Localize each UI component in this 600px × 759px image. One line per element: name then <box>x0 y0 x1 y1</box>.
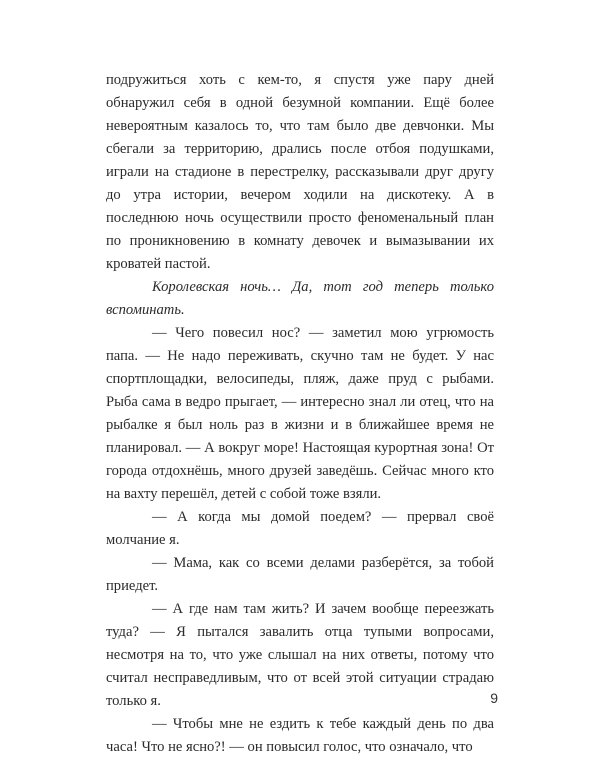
paragraph: — Мама, как со всеми делами разберётся, за тобой приедет. <box>106 555 494 594</box>
page-number: 9 <box>490 690 498 706</box>
paragraph: — А где нам там жить? И зачем вообще переезжать туда? — Я пытался завалить отца тупыми вопросами, несмотря на то, что уже слышал на них ответы, потому что считал несправедливым, что от всей этой ситуации страдаю только я. <box>106 601 494 709</box>
body-text <box>106 69 494 759</box>
paragraph: подружиться хоть с кем-то, я спустя уже пару дней обнаружил себя в одной безумной компании. Ещё более невероятным казалось то, что там было две девчонки. Мы сбегали за территорию, дрались после отбоя подушками, играли на стадионе в перестрелку, рассказывали друг другу до утра истории, вечером ходили на дискотеку. А в последнюю ночь осуществили просто феноменальный план по проникновению в комнату девочек и вымазывании их кроватей пастой. <box>106 72 494 272</box>
paragraph: — А когда мы домой поедем? — прервал своё молчание я. <box>106 509 494 548</box>
paragraph: — Чтобы мне не ездить к тебе каждый день по два часа! Что не ясно?! — он повысил голос, что означало, что <box>106 716 494 755</box>
paragraph: — Чего повесил нос? — заметил мою угрюмость папа. — Не надо переживать, скучно там не будет. У нас спортплощадки, велосипеды, пляж, даже пруд с рыбами. Рыба сама в ведро прыгает, — интересно знал ли отец, что на рыбалке я был ноль раз в жизни и в ближайшее время не планировал. — А вокруг море! Настоящая курортная зона! От города отдохнёшь, много друзей заведёшь. Сейчас много кто на вахту перешёл, детей с собой тоже взяли. <box>106 325 494 502</box>
paragraph-italic: Королевская ночь… Да, тот год теперь только вспоминать. <box>106 279 494 318</box>
